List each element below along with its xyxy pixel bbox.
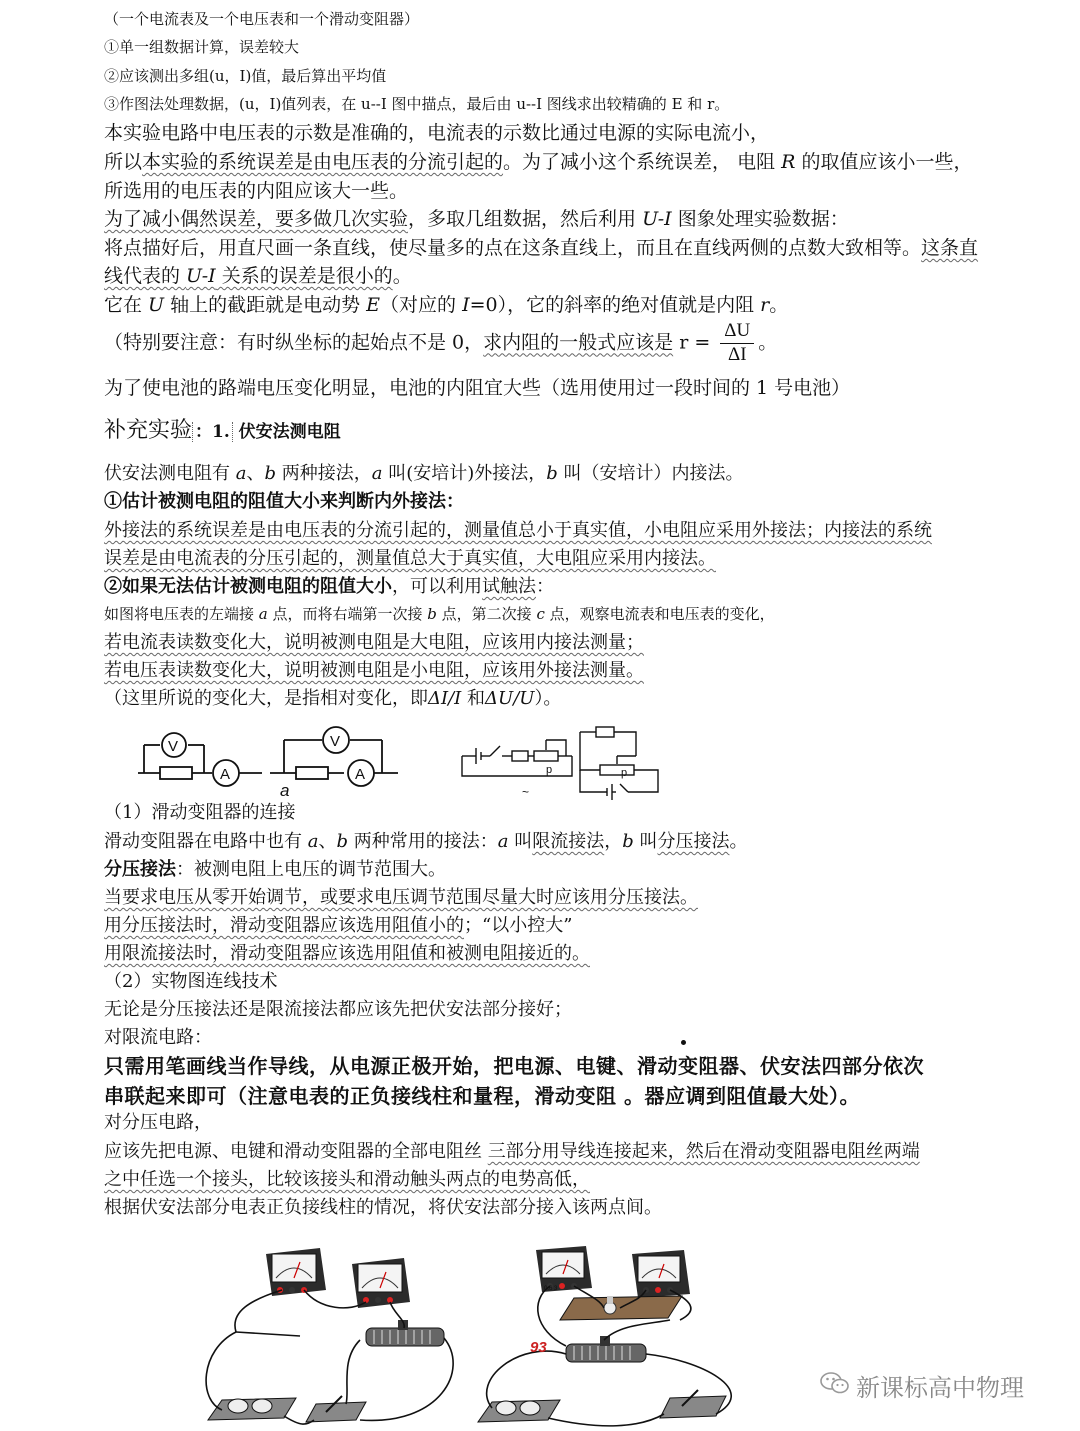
text-line: ②如果无法估计被测电阻的阻值大小，可以利用试触法：: [104, 576, 554, 597]
text-line: 误差是由电流表的分压引起的，测量值总大于真实值，大电阻应采用内接法。: [104, 548, 716, 569]
formula-line: （特别要注意：有时纵坐标的起始点不是 0，求内阻的一般式应该是 r = $\frac{\Delta U}{\Delta I}$ 。: [104, 320, 778, 365]
rheostat-right: [566, 1336, 646, 1362]
text-line: ②应该测出多组(u，I)值，最后算出平均值: [104, 67, 387, 85]
voltmeter-label: V: [330, 733, 341, 750]
text-line: 用限流接法时，滑动变阻器应该选用阻值和被测电阻接近的。: [104, 943, 590, 964]
text-line: 所选用的电压表的内阻应该大一些。: [104, 180, 409, 202]
circuit-divider: [580, 727, 658, 800]
meter-scale-label: 0.6 3: [544, 1286, 558, 1292]
text-line: （1）滑动变阻器的连接: [104, 802, 296, 823]
text-line: 只需用笔画线当作导线，从电源正极开始，把电源、电键、滑动变阻器、伏安法四部分依次: [104, 1054, 924, 1078]
voltmeter-label: V: [168, 738, 179, 755]
text-line: （一个电流表及一个电压表和一个滑动变阻器）: [104, 10, 420, 28]
text-line: 将点描好后，用直尺画一条直线，使尽量多的点在这条直线上，而且在直线两侧的点数大致相等。这条直: [104, 237, 979, 259]
rheostat-left: [366, 1320, 444, 1346]
text-line: （这里所说的变化大，是指相对变化，即ΔI/I 和ΔU/U）。: [104, 688, 562, 709]
switch-left: [306, 1396, 366, 1422]
text-line: 串联起来即可（注意电表的正负接线柱和量程，滑动变阻 。器应调到阻值最大处）。: [104, 1084, 860, 1108]
circuit-diagrams: [0, 718, 1080, 800]
tilde-mark: ~: [522, 785, 530, 799]
text-line: 之中任选一个接头，比较该接头和滑动触头两点的电势高低，: [104, 1169, 590, 1190]
circuit-external: [138, 733, 262, 786]
text-line: 若电压表读数变化大，说明被测电阻是小电阻，应该用外接法测量。: [104, 660, 644, 681]
meter-1: [266, 1248, 326, 1296]
battery-right: [478, 1400, 560, 1422]
section-heading: 补充实验 ：1. 伏安法测电阻: [104, 418, 341, 443]
watermark: [820, 1368, 1024, 1403]
apparatus-right: [478, 1246, 731, 1426]
text-line: 伏安法测电阻有 a、b 两种接法，a 叫(安培计)外接法，b 叫（安培计）内接法。: [104, 463, 744, 484]
text-line: 线代表的 U-I 关系的误差是很小的。: [104, 265, 412, 287]
text-line: 滑动变阻器在电路中也有 a、b 两种常用的接法：a 叫限流接法，b 叫分压接法。: [104, 831, 748, 852]
text-line: 用分压接法时，滑动变阻器应该选用阻值小的；“以小控大”: [104, 915, 573, 936]
watermark-text: 新课标高中物理: [856, 1374, 1024, 1402]
text-line: 如图将电压表的左端接 a 点，而将右端第一次接 b 点，第二次接 c 点，观察电流表和电压表的变化，: [104, 605, 775, 623]
text-line: 外接法的系统误差是由电压表的分流引起的，测量值总小于真实值，小电阻应采用外接法；内接法的系统: [104, 520, 932, 541]
text-line: ③作图法处理数据，(u，I)值列表，在 u--I 图中描点，最后由 u--I 图线求出较精确的 E 和 r。: [104, 95, 730, 113]
ammeter-label: A: [220, 766, 231, 783]
dot-mark: [681, 1040, 686, 1045]
text-line: （2）实物图连线技术: [104, 971, 278, 992]
ammeter-label: A: [355, 766, 366, 783]
text-line: 根据伏安法部分电表正负接线柱的情况，将伏安法部分接入该两点间。: [104, 1197, 662, 1218]
text-line: 应该先把电源、电键和滑动变阻器的全部电阻丝 三部分用导线连接起来，然后在滑动变阻器电阻丝两端: [104, 1141, 920, 1162]
meter-2: [352, 1258, 410, 1308]
point-a-label: a: [280, 781, 290, 800]
resistor-label: p: [621, 767, 628, 779]
text-line: ①估计被测电阻的阻值大小来判断内外接法：: [104, 491, 464, 512]
wire-number-label: 93: [530, 1339, 547, 1356]
text-line: 若电流表读数变化大，说明被测电阻是大电阻，应该用内接法测量；: [104, 632, 644, 653]
text-line: 无论是分压接法还是限流接法都应该先把伏安法部分接好；: [104, 999, 572, 1020]
text-line: 对分压电路，: [104, 1112, 212, 1133]
wechat-icon: [820, 1371, 850, 1401]
text-line: 它在 U 轴上的截距就是电动势 E（对应的 I=0），它的斜率的绝对值就是内阻 r。: [104, 294, 789, 316]
meter-4: [632, 1250, 690, 1298]
resistor-label: p: [546, 764, 553, 776]
text-line: 为了使电池的路端电压变化明显，电池的内阻宜大些（选用使用过一段时间的 1 号电池）: [104, 377, 851, 399]
circuit-limiting: [462, 740, 572, 776]
text-line: 本实验电路中电压表的示数是准确的，电流表的示数比通过电源的实际电流小，: [104, 122, 770, 144]
text-line: 为了减小偶然误差，要多做几次实验，多取几组数据，然后利用 U-I 图象处理实验数据：: [104, 208, 849, 230]
apparatus-left: [206, 1248, 453, 1424]
text-line: 所以本实验的系统误差是由电压表的分流引起的。为了减小这个系统误差， 电阻 R 的取值应该小一些，: [104, 151, 973, 173]
text-line: 分压接法：被测电阻上电压的调节范围大。: [104, 859, 446, 880]
text-line: 对限流电路：: [104, 1027, 212, 1048]
text-line: 当要求电压从零开始调节，或要求电压调节范围尽量大时应该用分压接法。: [104, 887, 698, 908]
text-line: ①单一组数据计算，误差较大: [104, 38, 300, 56]
fraction: $\frac{\Delta U}{\Delta I}$: [720, 320, 754, 367]
